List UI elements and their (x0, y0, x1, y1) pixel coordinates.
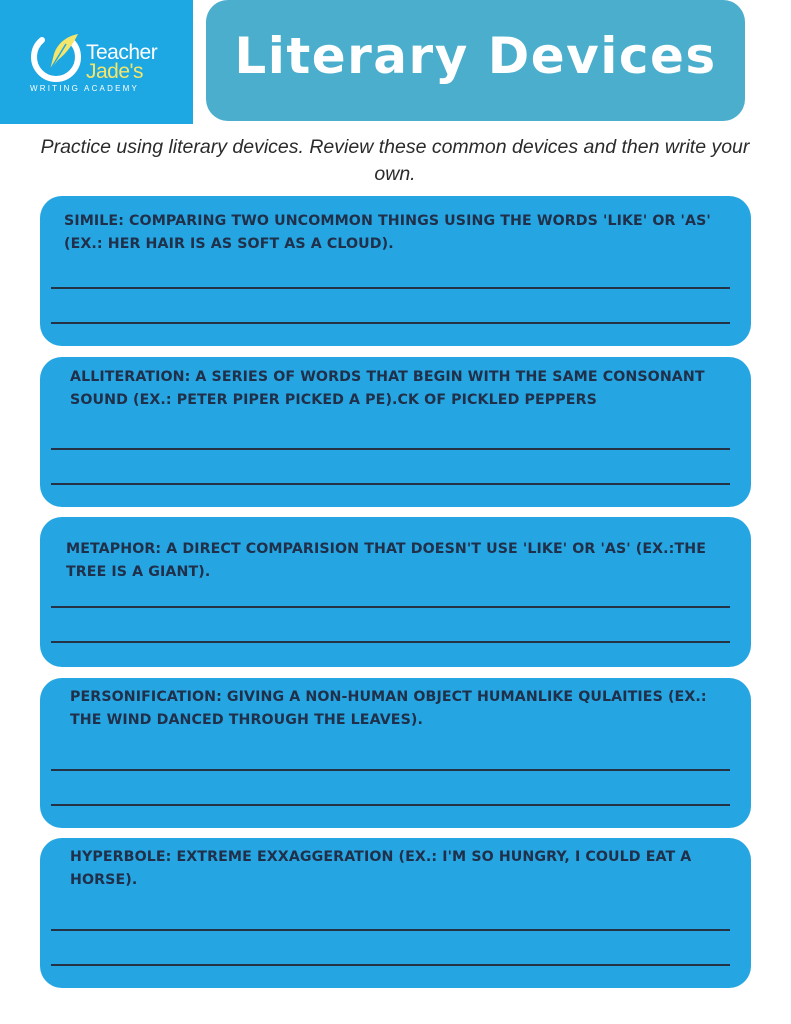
writing-line[interactable] (51, 287, 730, 289)
device-description: ALLITERATION: A SERIES OF WORDS THAT BEGIN WITH THE SAME CONSONANT SOUND (EX.: PETER PIPER PICKED A PE).CK OF PICKLED PEPPERS (70, 369, 705, 408)
device-card-alliteration (40, 357, 751, 507)
writing-line[interactable] (51, 483, 730, 485)
page-title: Literary Devices (234, 27, 717, 85)
device-description: SIMILE: COMPARING TWO UNCOMMON THINGS USING THE WORDS 'LIKE' OR 'AS' (EX.: HER HAIR IS AS SOFT AS A CLOUD). (64, 213, 711, 252)
device-description: METAPHOR: A DIRECT COMPARISION THAT DOESN'T USE 'LIKE' OR 'AS' (EX.:THE TREE IS A GIANT). (66, 541, 706, 580)
logo-subtitle: WRITING ACADEMY (30, 84, 140, 93)
device-card-metaphor (40, 517, 751, 667)
intro-text: Practice using literary devices. Review these common devices and then write your own. (40, 136, 750, 185)
quill-pen-icon (28, 30, 84, 86)
device-card-hyperbole (40, 838, 751, 988)
writing-line[interactable] (51, 929, 730, 931)
logo-line-1: Teacher (86, 41, 158, 64)
title-banner (206, 0, 745, 121)
writing-line[interactable] (51, 322, 730, 324)
writing-line[interactable] (51, 769, 730, 771)
device-description: PERSONIFICATION: GIVING A NON-HUMAN OBJECT HUMANLIKE QULAITIES (EX.: THE WIND DANCED THROUGH THE LEAVES). (70, 689, 707, 728)
device-description: HYPERBOLE: EXTREME EXXAGGERATION (EX.: I'M SO HUNGRY, I COULD EAT A HORSE). (70, 849, 692, 888)
writing-line[interactable] (51, 448, 730, 450)
logo (0, 0, 193, 124)
device-card-simile (40, 196, 751, 346)
writing-line[interactable] (51, 964, 730, 966)
logo-line-2: Jade's (86, 60, 144, 83)
device-card-personification (40, 678, 751, 828)
writing-line[interactable] (51, 606, 730, 608)
writing-line[interactable] (51, 804, 730, 806)
writing-line[interactable] (51, 641, 730, 643)
